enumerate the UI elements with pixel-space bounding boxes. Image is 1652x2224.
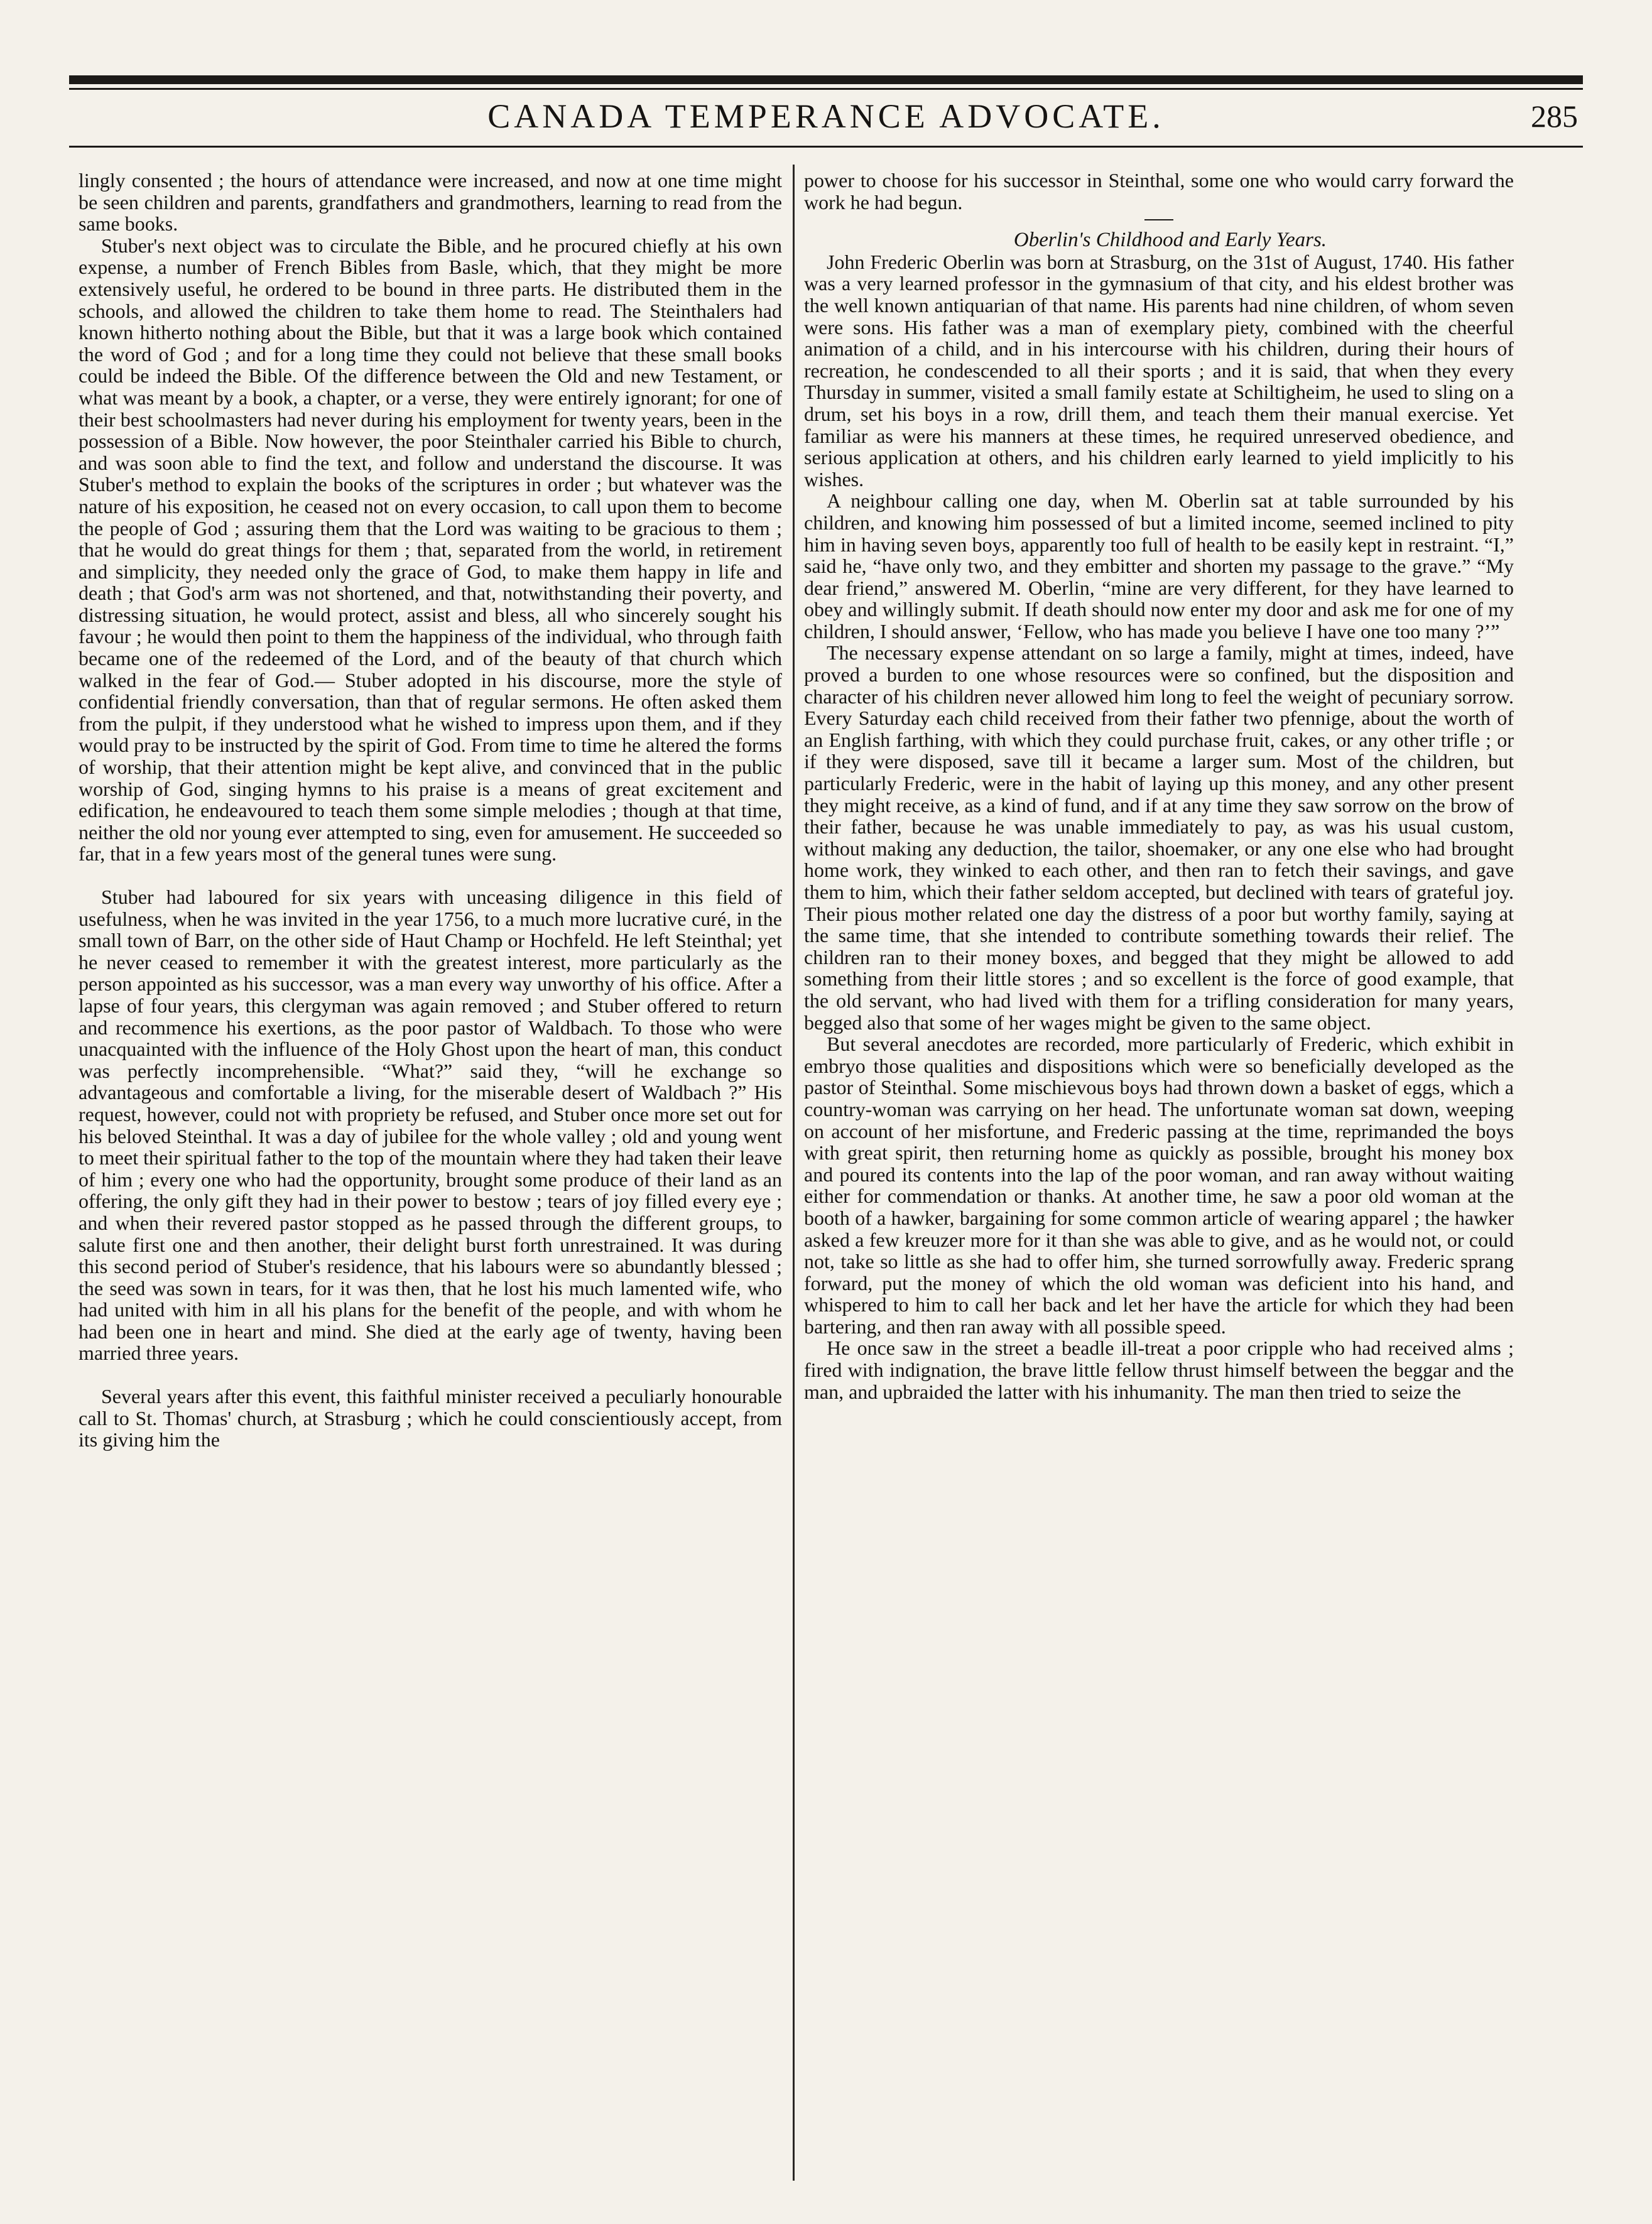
paragraph: The necessary expense attendant on so large a family, might at times, indeed, have proved a burden to one whose resources were so confined, but the disposition and character of his children never allowed him long to feel the weight of pecuniary sorrow. Every Saturday each child received from their father two pfennige, about the worth of an English farthing, with which they could purchase fruit, cakes, or any other trifle ; or if they were disposed, save till it became a larger sum. Most of the children, but particularly Frederic, were in the habit of laying up this money, and any other present they might receive, as a kind of fund, and if at any time they saw sorrow on the brow of their father, because he was unable immediately to pay, as was his usual custom, without making any deduction, the tailor, shoemaker, or any one else who had brought home work, they winked to each other, and then ran to fetch their savings, and gave them to him, which their father seldom accepted, but declined with tears of grateful joy. Their pious mother related one day the distress of a poor but worthy family, saying at the same time, that she intended to contribute something towards their relief. The children ran to their money boxes, and begged that they might be allowed to add something from their little stores ; and so excellent is the force of good example, that the old servant, who had lived with them for a trifling consideration for many years, begged also that some of her wages might be given to the same object.	[804, 641, 1514, 1034]
publication-title: CANADA TEMPERANCE ADVOCATE.	[487, 97, 1165, 135]
left-column	[79, 170, 782, 2179]
paragraph: He once saw in the street a beadle ill-treat a poor cripple who had received alms ; fired with indignation, the brave little fellow thrust himself between the beggar and the man, and upbraided the latter with his inhumanity. The man then tried to seize the	[804, 1337, 1514, 1403]
paragraph: Stuber's next object was to circulate the Bible, and he procured chiefly at his own expense, a number of French Bibles from Basle, which, that they might be more extensively useful, he ordered to be bound in three parts. He distributed them in the schools, and allowed the children to take them home to read. The Steinthalers had known hitherto nothing about the Bible, but that it was a large book which contained the word of God ; and for a long time they could not believe that these small books could be indeed the Bible. Of the difference between the Old and new Testament, or what was meant by a book, a chapter, or a verse, they were entirely ignorant; for one of their best schoolmasters had never during his employment for twenty years, been in the possession of a Bible. Now however, the poor Steinthaler carried his Bible to church, and was soon able to find the text, and follow and understand the discourse. It was Stuber's method to explain the books of the scriptures in order ; but whatever was the nature of his exposition, he ceased not on every occasion, to call upon them to become the people of God ; assuring them that the Lord was waiting to be gracious to them ; that he would do great things for them ; that, separated from the world, in retirement and simplicity, they needed only the grace of God, to make them happy in life and death ; that God's arm was not shortened, and that, notwithstanding their poverty, and distressing situation, he would protect, assist and bless, all who sincerely sought his favour ; he would then point to them the happiness of the individual, who through faith became one of the redeemed of the Lord, and of the beauty of that church which walked in the fear of God.— Stuber adopted in his discourse, more the style of confidential friendly conversation, than that of regular sermons. He often asked them from the pulpit, if they understood what he wished to impress upon them, and if they would pray to be instructed by the spirit of God. From time to time he altered the forms of worship, that their attention might be kept alive, and convinced that in the public worship of God, singing hymns to his praise is a means of great excitement and edification, he endeavoured to teach them some simple melodies ; though at that time, neither the old nor young ever attempted to sing, even for amusement. He succeeded so far, that in a few years most of the general tunes were sung.	[79, 234, 782, 865]
paragraph: lingly consented ; the hours of attendance were increased, and now at one time might be seen children and parents, grandfathers and grandmothers, learning to read from the same books.	[79, 170, 782, 236]
paragraph: Several years after this event, this faithful minister received a peculiarly honourable call to St. Thomas' church, at Strasburg ; which he could conscientiously accept, from its giving him the	[79, 1385, 782, 1451]
top-border-rule	[69, 75, 1583, 84]
page-number: 285	[1531, 99, 1578, 134]
header-rule	[69, 146, 1583, 148]
paragraph: A neighbour calling one day, when M. Oberlin sat at table surrounded by his children, and knowing him possessed of but a limited income, seemed inclined to pity him in having seven boys, apparently too full of health to be easily kept in restraint. “I,” said he, “have only two, and they embitter and shorten my passage to the grave.” “My dear friend,” answered M. Oberlin, “mine are very different, for they have learned to obey and willingly submit. If death should now enter my door and ask me for one of my children, I should answer, ‘Fellow, who has made you believe I have one too many ?’”	[804, 489, 1514, 643]
paragraph: Stuber had laboured for six years with unceasing diligence in this field of usefulness, when he was invited in the year 1756, to a much more lucrative curé, in the small town of Barr, on the other side of Haut Champ or Hochfeld. He left Steinthal; yet he never ceased to remember it with the greatest interest, more particularly as the person appointed as his successor, was a man every way unworthy of his office. After a lapse of four years, this clergyman was again removed ; and Stuber offered to return and recommence his exertions, as the poor pastor of Waldbach. To those who were unacquainted with the influence of the Holy Ghost upon the heart of man, this conduct was perfectly incomprehensible. “What?” said they, “will he exchange so advantageous and comfortable a living, for the miserable desert of Waldbach ?” His request, however, could not with propriety be refused, and Stuber once more set out for his beloved Steinthal. It was a day of jubilee for the whole valley ; old and young went to meet their spiritual father to the top of the mountain where they had taken their leave of him ; every one who had the opportunity, brought some produce of their land as an offering, the only gift they had in their power to bestow ; tears of joy filled every eye ; and when their revered pastor stopped as he passed through the different groups, to salute first one and then another, their delight burst forth unrestrained. It was during this second period of Stuber's residence, that his labours were so abundantly blessed ; the seed was sown in tears, for it was then, that he lost his much lamented wife, who had united with him in all his plans for the benefit of the people, and with whom he had been one in heart and mind. She died at the early age of twenty, having been married three years.	[79, 886, 782, 1365]
paragraph: power to choose for his successor in Steinthal, some one who would carry forward the work he had begun.	[804, 170, 1514, 214]
top-border-thin-rule	[69, 88, 1583, 90]
running-header	[69, 94, 1583, 144]
section-heading: Oberlin's Childhood and Early Years.	[1013, 229, 1327, 252]
right-column	[804, 170, 1514, 2179]
column-divider	[793, 165, 795, 2181]
paragraph: John Frederic Oberlin was born at Strasburg, on the 31st of August, 1740. His father was a very learned professor in the gymnasium of that city, and his eldest brother was the well known antiquarian of that name. His parents had nine children, of whom seven were sons. His father was a man of exemplary piety, combined with the cheerful animation of a child, and in his intercourse with his children, during their hours of recreation, he condescended to all their sports ; and it is said, that when they every Thursday in summer, visited a small family estate at Schiltigheim, he used to sling on a drum, set his boys in a row, drill them, and teach them their manual exercise. Yet familiar as were his manners at these times, he required unreserved obedience, and serious application at others, and his children early learned to yield implicitly to his wishes.	[804, 250, 1514, 491]
section-dash	[1144, 219, 1173, 220]
paragraph: But several anecdotes are recorded, more particularly of Frederic, which exhibit in embryo those qualities and dispositions which were so beneficially developed as the pastor of Steinthal. Some mischievous boys had thrown down a basket of eggs, which a country-woman was carrying on her head. The unfortunate woman sat down, weeping on account of her misfortune, and Frederic passing at the time, reprimanded the boys with great spirit, then returning home as quickly as possible, brought his money box and poured its contents into the lap of the poor woman, and ran away without waiting either for commendation or thanks. At another time, he saw a poor old woman at the booth of a hawker, bargaining for some common article of wearing apparel ; the hawker asked a few kreuzer more for it than she was able to give, and as he would not, or could not, take so little as she had to offer him, she turned sorrowfully away. Frederic sprang forward, put the money of which the old woman was deficient into his hand, and whispered to him to call her back and let her have the article for which they had been bartering, and then ran away with all possible speed.	[804, 1033, 1514, 1338]
